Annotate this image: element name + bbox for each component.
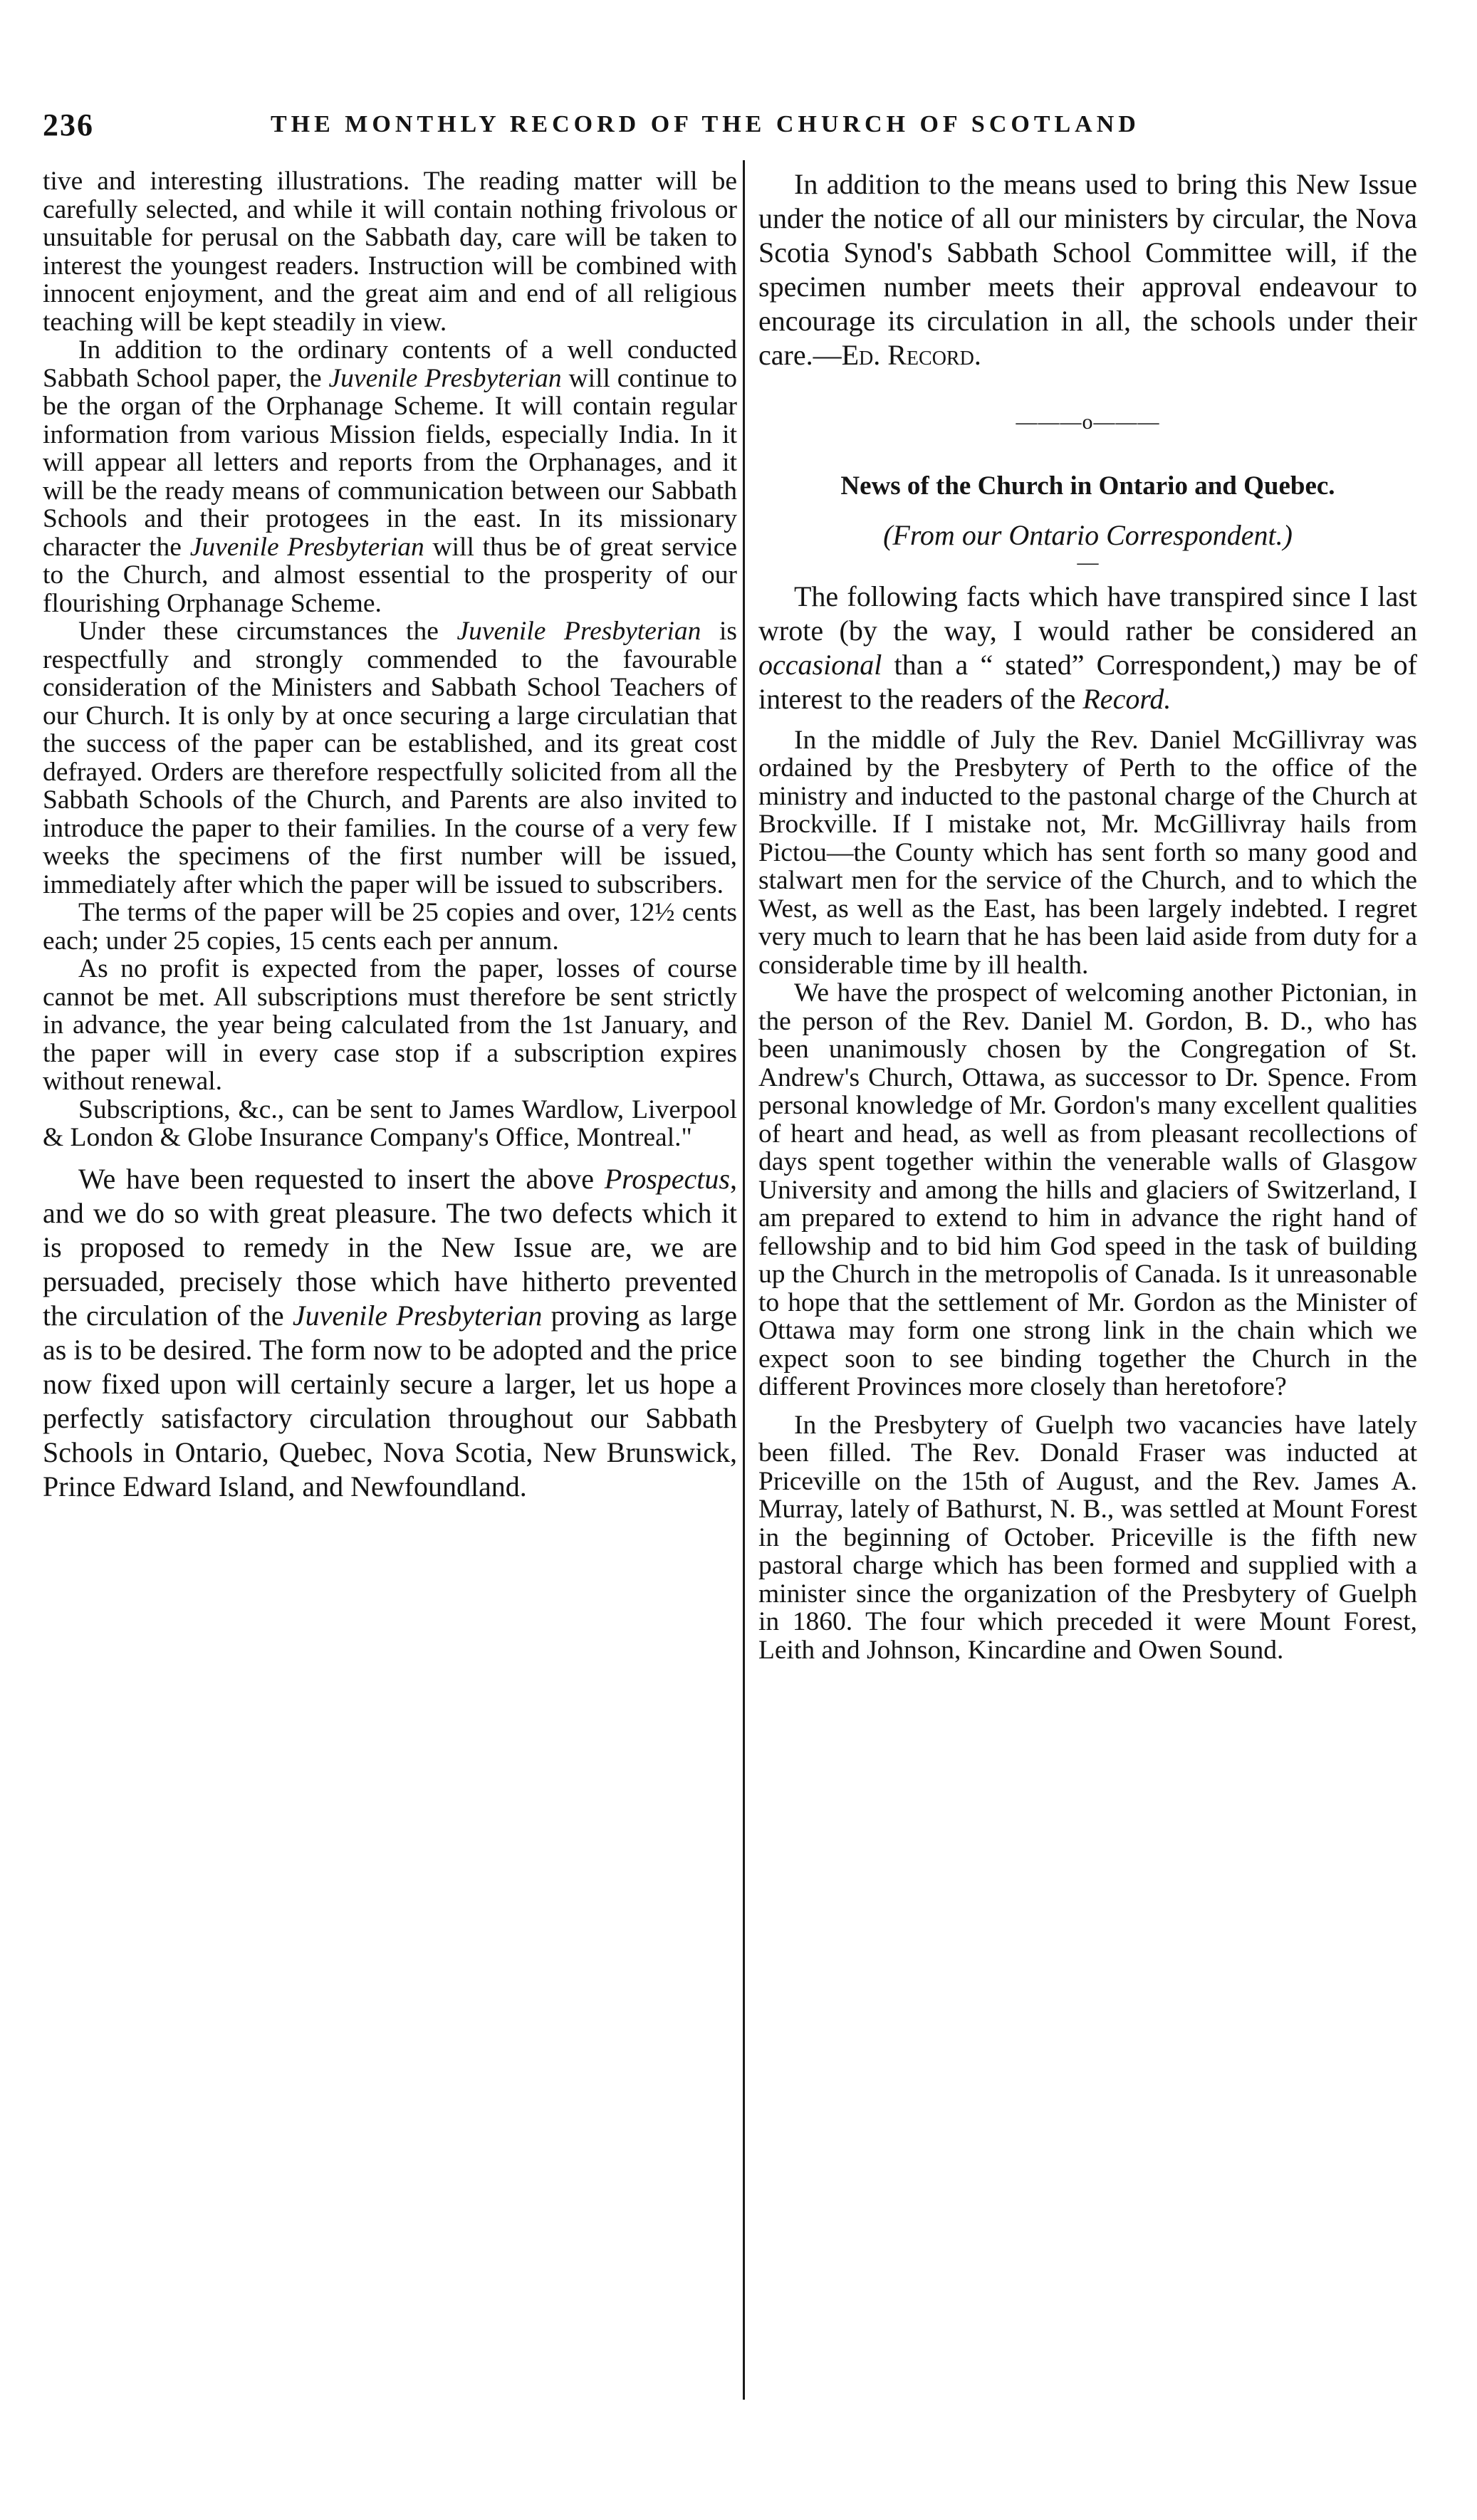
publication-title: Juvenile Presbyterian <box>456 617 701 646</box>
paragraph: In the middle of July the Rev. Daniel McGillivray was ordained by the Presbytery of Perth to the office of the ministry and inducted to the pastonal charge of the Church at Brockville. If I mistake not, Mr. McGillivray hails from Pictou—the County which has sent forth so many good and stalwart men for the service of the Church, and to which the West, as well as the East, has been largely indebted. I regret very much to learn that he has been laid aside from duty for a considerable time by ill health. <box>758 725 1417 980</box>
paragraph: The following facts which have transpired since I last wrote (by the way, I would rather be considered an occasional than a “ stated” Correspondent,) may be of interest to the readers of the Record. <box>758 580 1417 715</box>
paragraph: In addition to the means used to bring this New Issue under the notice of all our ministers by circular, the Nova Scotia Synod's Sabbath School Committee will, if the specimen number meets their approval endeavour to encourage its circulation in all, the schools under their care.—Ed. Record. <box>758 168 1417 371</box>
emphasis: occasional <box>758 648 882 681</box>
section-separator: ———o——— <box>1016 410 1160 434</box>
paragraph: As no profit is expected from the paper, losses of course cannot be met. All subscriptions must therefore be sent strictly in advance, the year being calculated from the 1st January, and the paper will in every case stop if a subscription expires without renewal. <box>43 954 737 1096</box>
running-title: THE MONTHLY RECORD OF THE CHURCH OF SCOTLAND <box>271 111 1140 137</box>
page-number: 236 <box>43 108 94 142</box>
editor-signature: Ed. Record. <box>841 339 981 371</box>
column-rule <box>743 160 745 2400</box>
publication-title: Juvenile Presbyterian <box>189 532 424 562</box>
publication-title: Juvenile Presbyterian <box>292 1299 543 1332</box>
page-header <box>43 107 1417 150</box>
paragraph: tive and interesting illustrations. The reading matter will be carefully selected, and while it will contain nothing frivolous or unsuitable for perusal on the Sabbath day, care will be taken to interest the youngest readers. Instruction will be combined with innocent enjoyment, and the great aim and end of all religious teaching will be kept steadily in view. <box>43 167 737 337</box>
paragraph: We have the prospect of welcoming another Pictonian, in the person of the Rev. Daniel M. Gordon, B. D., who has been unanimously chosen by the Congregation of St. Andrew's Church, Ottawa, as successor to Dr. Spence. From personal knowledge of Mr. Gordon's many excellent qualities of heart and head, as well as from pleasant recollections of days spent together within the venerable walls of Glasgow University and among the hills and glaciers of Switzerland, I am prepared to extend to him in advance the right hand of fellowship and to bid him God speed in the task of building up the Church in the metropolis of Canada. Is it unreasonable to hope that the settlement of Mr. Gordon as the Minister of Ottawa may form one strong link in the chain which we expect soon to see binding together the Church in the different Provinces more closely than heretofore? <box>758 978 1417 1401</box>
paragraph: We have been requested to insert the above Prospectus, and we do so with great pleasure. The two defects which it is proposed to remedy in the New Issue are, we are persuaded, precisely those which have hitherto prevented the circulation of the Juvenile Presbyterian proving as large as is to be desired. The form now to be adopted and the price now fixed upon will certainly secure a larger, let us hope a perfectly satisfactory circulation throughout our Sabbath Schools in Ontario, Quebec, Nova Scotia, New Brunswick, Prince Edward Island, and Newfoundland. <box>43 1162 737 1502</box>
section-heading: News of the Church in Ontario and Quebec. <box>840 471 1335 501</box>
emphasis: Record. <box>1082 682 1171 715</box>
paragraph: The terms of the paper will be 25 copies and over, 12½ cents each; under 25 copies, 15 cents each per annum. <box>43 898 737 956</box>
dash-divider: — <box>1077 550 1099 574</box>
paragraph: In addition to the ordinary contents of a well conducted Sabbath School paper, the Juvenile Presbyterian will continue to be the organ of the Orphanage Scheme. It will contain regular information from various Mission fields, especially India. In it will appear all letters and reports from the Orphanages, and it will be the ready means of communication between our Sabbath Schools and their protogees in the east. In its missionary character the Juvenile Presbyterian will thus be of great service to the Church, and almost essential to the prosperity of our flourishing Orphanage Scheme. <box>43 335 737 618</box>
paragraph: Under these circumstances the Juvenile Presbyterian is respectfully and strongly commended to the favourable consideration of the Ministers and Sabbath School Teachers of our Church. It is only by at once securing a large circulatian that the success of the paper can be established, and its great cost defrayed. Orders are therefore respectfully solicited from all the Sabbath Schools of the Church, and Parents are also invited to introduce the paper to their families. In the course of a very few weeks the specimens of the first number will be issued, immediately after which the paper will be issued to subscribers. <box>43 617 737 899</box>
publication-title: Juvenile Presbyterian <box>328 363 562 393</box>
section-subheading: (From our Ontario Correspondent.) <box>883 519 1293 551</box>
paragraph: In the Presbytery of Guelph two vacancies have lately been filled. The Rev. Donald Fraser was inducted at Priceville on the 15th of August, and the Rev. James A. Murray, lately of Bathurst, N. B., was settled at Mount Forest in the beginning of October. Priceville is the fifth new pastoral charge which has been formed and supplied with a minister since the organization of the Presbytery of Guelph in 1860. The four which preceded it were Mount Forest, Leith and Johnson, Kincardine and Owen Sound. <box>758 1410 1417 1665</box>
paragraph: Subscriptions, &c., can be sent to James Wardlow, Liverpool & London & Globe Insurance Company's Office, Montreal." <box>43 1094 737 1152</box>
publication-title: Prospectus <box>604 1162 730 1195</box>
right-column <box>758 167 1417 1664</box>
left-column <box>43 167 737 1504</box>
